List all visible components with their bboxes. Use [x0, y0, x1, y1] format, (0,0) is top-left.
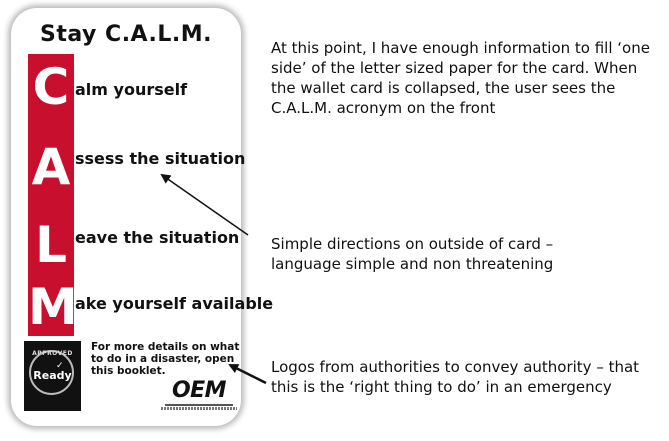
- checkmark-icon: ✓: [56, 361, 64, 371]
- make-available-text: ake yourself available: [75, 294, 274, 313]
- note-directions: Simple directions on outside of card – language simple and non threatening: [271, 235, 554, 273]
- leave-situation-text: eave the situation: [75, 228, 240, 247]
- calm-yourself-text: alm yourself: [75, 80, 188, 99]
- letter-m: M: [28, 278, 78, 336]
- note-logos: Logos from authorities to convey authority – that this is the ‘right thing to do’ in an emergency: [271, 358, 640, 396]
- arrow-to-assess: [162, 175, 248, 235]
- note-acronym: At this point, I have enough information to fill ‘one side’ of the letter sized paper for the card. When the wallet card is collapsed, the user sees the C.A.L.M. acronym on the front: [271, 39, 650, 117]
- card-title: Stay C.A.L.M.: [40, 22, 212, 47]
- arrow-to-booklet: [230, 365, 266, 383]
- assess-situation-text: ssess the situation: [75, 149, 246, 168]
- letter-a: A: [31, 138, 71, 196]
- ready-approved-text: APPROVED: [32, 350, 73, 357]
- booklet-instruction: For more details on what to do in a disaster, open this booklet.: [91, 341, 240, 377]
- ready-word: Ready: [33, 369, 72, 382]
- letter-l: L: [35, 216, 67, 274]
- letter-c: C: [32, 58, 70, 116]
- oem-word: OEM: [171, 378, 227, 403]
